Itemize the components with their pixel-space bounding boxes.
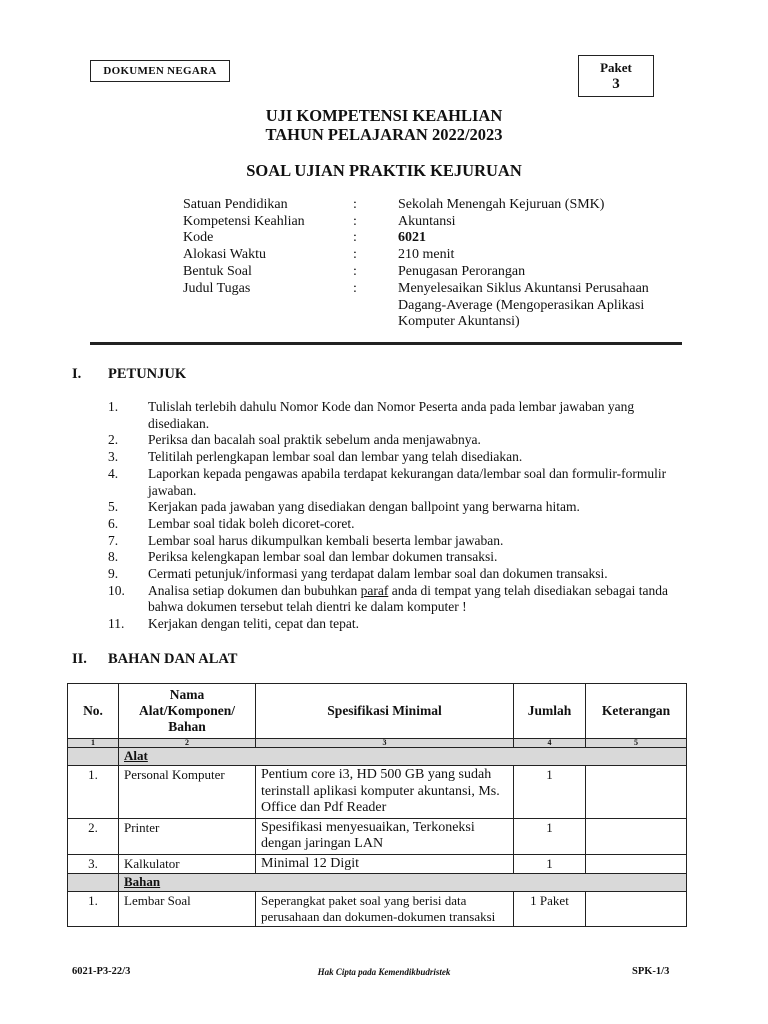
header-jumlah: Jumlah (514, 684, 586, 739)
table-row: 1. Personal Komputer Pentium core i3, HD 500 GB yang sudah terinstall aplikasi komputer akuntansi, Ms. Office dan Pdf Reader 1 (68, 766, 687, 819)
paket-label: Paket (600, 60, 632, 75)
info-label: Kompetensi Keahlian (183, 214, 305, 229)
list-item: 7. Lembar soal harus dikumpulkan kembali beserta lembar jawaban. (108, 532, 504, 548)
group-label: Alat (124, 748, 148, 763)
list-item: 4. Laporkan kepada pengawas apabila terdapat kekurangan data/lembar soal dan formulir-formulir jawaban. (108, 465, 667, 498)
dokumen-negara-box (90, 60, 230, 82)
table-group-alat (68, 748, 687, 766)
list-item: 2. Periksa dan bacalah soal praktik sebelum anda menjawabnya. (108, 432, 481, 448)
section-title: BAHAN DAN ALAT (108, 651, 238, 667)
info-value: Penugasan Perorangan (398, 264, 526, 279)
table-row: 2. Printer Spesifikasi menyesuaikan, Terkoneksi dengan jaringan LAN 1 (68, 818, 687, 854)
header-nama: Nama Alat/Komponen/ Bahan (119, 684, 256, 739)
list-item: 3. Telitilah perlengkapan lembar soal dan lembar yang telah disediakan. (108, 449, 523, 465)
footer-page: SPK-1/3 (632, 966, 670, 977)
header-keterangan: Keterangan (586, 684, 687, 739)
group-label: Bahan (124, 874, 161, 889)
bahan-alat-table (67, 683, 687, 927)
paraf-underlined: paraf (360, 582, 389, 598)
section-numeral: II. (72, 651, 87, 667)
info-label: Satuan Pendidikan (183, 197, 288, 212)
list-item: 8. Periksa kelengkapan lembar soal dan lembar dokumen transaksi. (108, 549, 498, 565)
info-label: Alokasi Waktu (183, 247, 266, 262)
table-row: 1. Lembar Soal Seperangkat paket soal yang berisi data perusahaan dan dokumen-dokumen transaksi 1 Paket (68, 892, 687, 927)
info-label: Bentuk Soal (183, 264, 252, 279)
info-value: 210 menit (398, 247, 455, 262)
section-title: PETUNJUK (108, 366, 187, 382)
paket-number: 3 (612, 76, 620, 92)
info-value: Menyelesaikan Siklus Akuntansi Perusahaan Dagang-Average (Mengoperasikan Aplikasi Komputer Akuntansi) (398, 281, 649, 329)
table-group-bahan (68, 874, 687, 892)
info-colon: : (353, 214, 357, 229)
header-spesifikasi: Spesifikasi Minimal (256, 684, 514, 739)
info-colon: : (353, 230, 357, 245)
info-colon: : (353, 281, 357, 296)
title-line-2: TAHUN PELAJARAN 2022/2023 (265, 125, 503, 144)
table-header-row (68, 684, 687, 739)
info-colon: : (353, 247, 357, 262)
header-no: No. (68, 684, 119, 739)
info-value: 6021 (398, 230, 426, 245)
list-item: 5. Kerjakan pada jawaban yang disediakan dengan ballpoint yang berwarna hitam. (108, 499, 580, 515)
table-row: 3. Kalkulator Minimal 12 Digit 1 (68, 854, 687, 874)
title-line-3: SOAL UJIAN PRAKTIK KEJURUAN (246, 161, 522, 180)
info-value: Akuntansi (398, 214, 456, 229)
instruction-list (108, 399, 688, 633)
info-colon: : (353, 264, 357, 279)
list-item: 1. Tulislah terlebih dahulu Nomor Kode dan Nomor Peserta anda pada lembar jawaban yang disediakan. (108, 399, 635, 431)
dokumen-negara-label: DOKUMEN NEGARA (103, 65, 217, 77)
title-line-1: UJI KOMPETENSI KEAHLIAN (265, 106, 503, 125)
list-item: 9. Cermati petunjuk/informasi yang terdapat dalam lembar soal dan dokumen transaksi. (108, 566, 608, 582)
table-index-row: 1 2 3 4 5 (68, 739, 687, 748)
info-value: Sekolah Menengah Kejuruan (SMK) (398, 197, 605, 212)
list-item: 10. Analisa setiap dokumen dan bubuhkan paraf anda di tempat yang telah disediakan sebagai tanda bahwa dokumen tersebut telah dientri ke dalam komputer ! (108, 582, 668, 615)
list-item: 11. Kerjakan dengan teliti, cepat dan tepat. (108, 616, 360, 632)
paket-box (578, 55, 654, 97)
section-numeral: I. (72, 366, 82, 382)
divider-rule (90, 342, 682, 345)
list-item: 6. Lembar soal tidak boleh dicoret-coret. (108, 515, 355, 531)
footer-copyright: Hak Cipta pada Kemendikbudristek (317, 967, 451, 977)
info-label: Kode (183, 230, 214, 245)
info-label: Judul Tugas (183, 281, 251, 296)
info-colon: : (353, 197, 357, 212)
footer-code: 6021-P3-22/3 (72, 966, 131, 977)
